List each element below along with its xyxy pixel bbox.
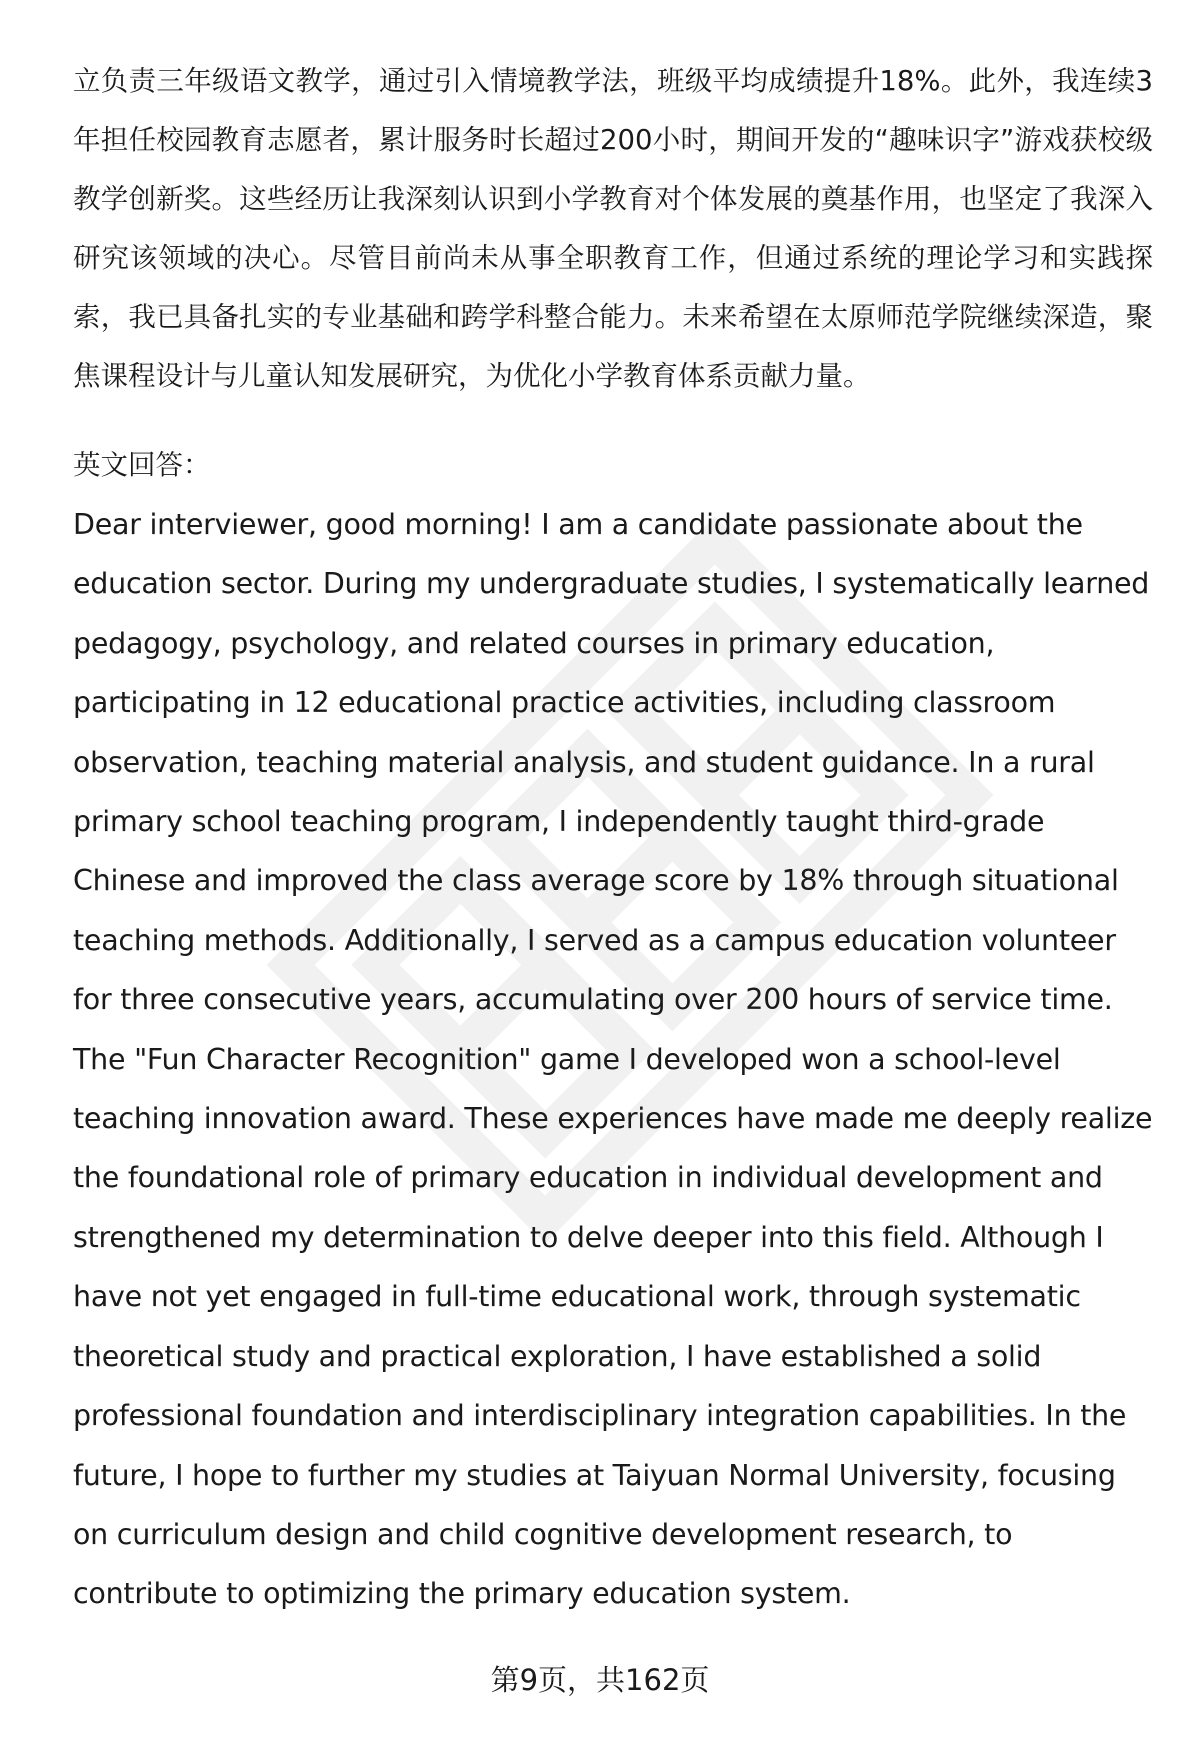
english-answer-label: 英文回答： [73,449,211,481]
chinese-answer-paragraph: 立负责三年级语文教学，通过引入情境教学法，班级平均成绩提升18%。此外，我连续3年担任校园教育志愿者，累计服务时长超过200小时，期间开发的“趣味识字”游戏获校级教学创新奖。这些经历让我深刻认识到小学教育对个体发展的奠基作用，也坚定了我深入研究该领域的决心。尽管目前尚未从事全职教育工作，但通过系统的理论学习和实践探索，我已具备扎实的专业基础和跨学科整合能力。未来希望在太原师范学院继续深造，聚焦课程设计与儿童认知发展研究，为优化小学教育体系贡献力量。 [73,65,1153,392]
page-number-footer: 第9页，共162页 [490,1663,710,1697]
english-answer-paragraph: Dear interviewer, good morning! I am a candidate passionate about the education sector. During my undergraduate studies, I systematically learned pedagogy, psychology, and related courses in primary education, participating in 12 educational practice activities, including classroom observation, teaching material analysis, and student guidance. In a rural primary school teaching program, I independently taught third-grade Chinese and improved the class average score by 18% through situational teaching methods. Additionally, I served as a campus education volunteer for three consecutive years, accumulating over 200 hours of service time. The "Fun Character Recognition" game I developed won a school-level teaching innovation award. These experiences have made me deeply realize the foundational role of primary education in individual development and strengthened my determination to delve deeper into this field. Although I have not yet engaged in full-time educational work, through systematic theoretical study and practical exploration, I have established a solid professional foundation and interdisciplinary integration capabilities. In the future, I hope to further my studies at Taiyuan Normal University, focusing on curriculum design and child cognitive development research, to contribute to optimizing the primary education system. [73,508,1153,1611]
main-content [73,52,1153,1624]
